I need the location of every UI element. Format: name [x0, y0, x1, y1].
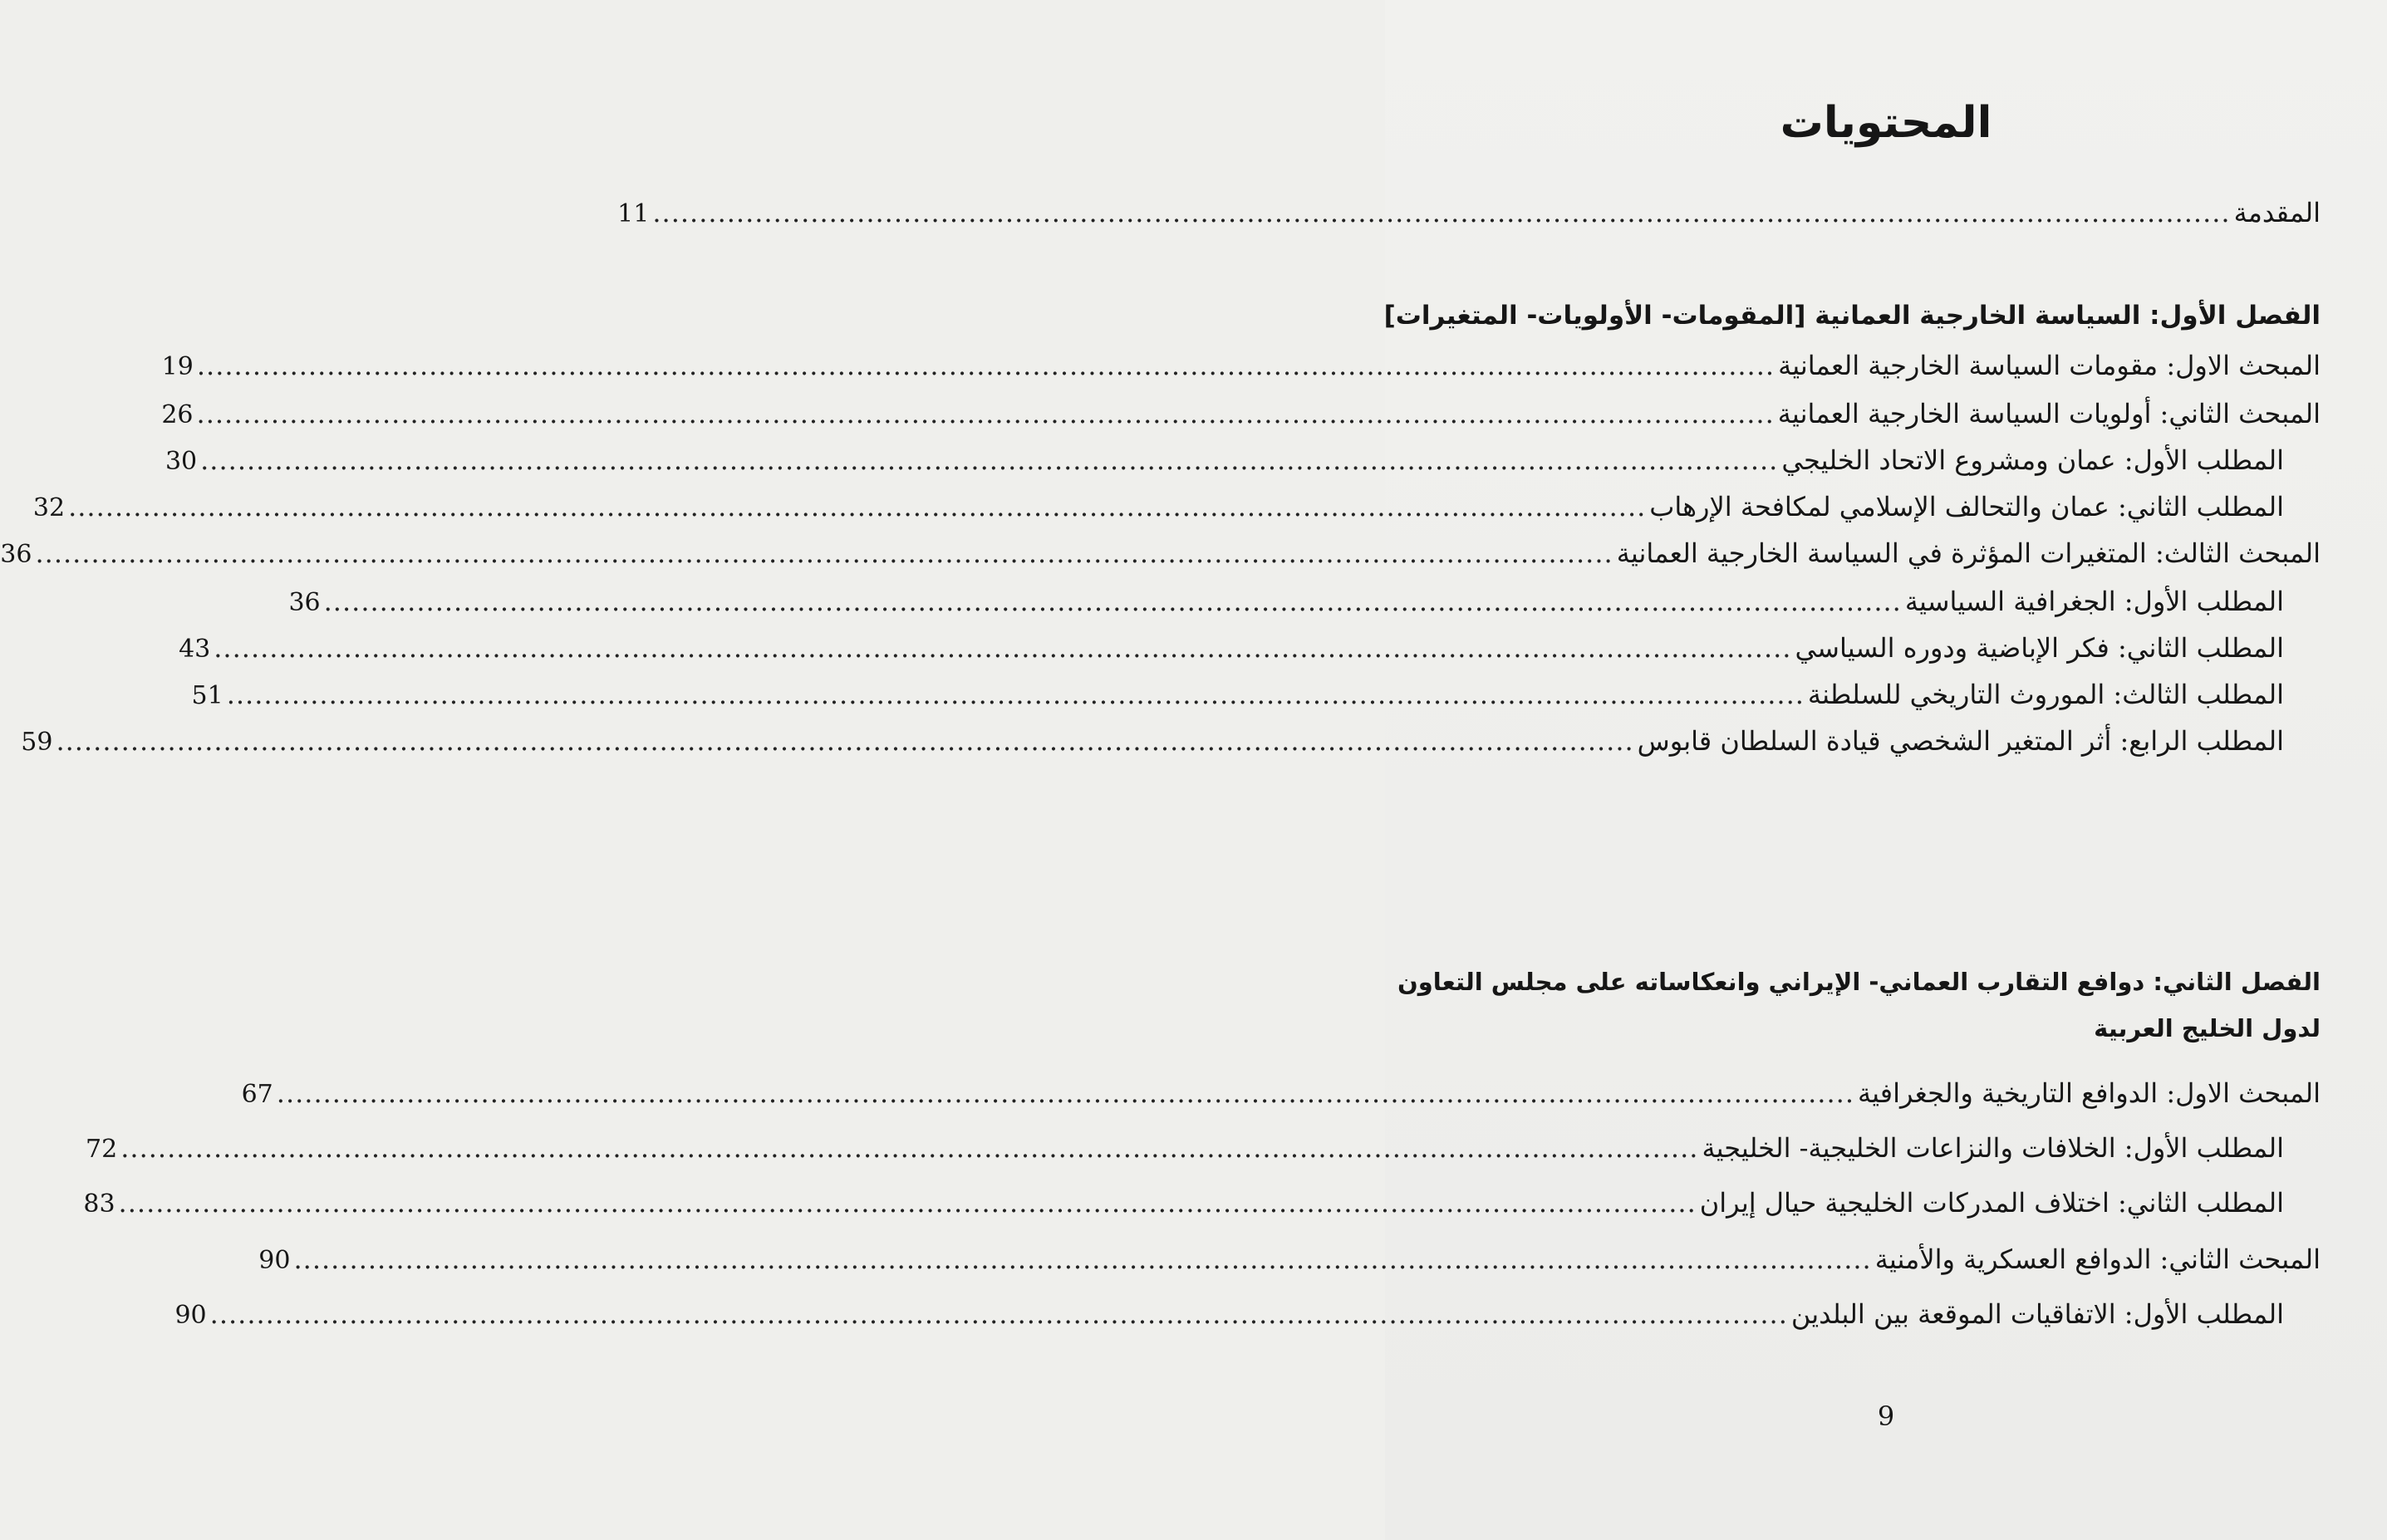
toc-label: المطلب الأول: الاتفاقيات الموقعة بين البلدين	[1790, 1298, 2284, 1330]
toc-label: المطلب الثالث: الموروث التاريخي للسلطنة	[1807, 679, 2284, 710]
toc-page-number: 72	[86, 1135, 118, 1164]
toc-page-number: 36	[288, 588, 321, 617]
toc-leader-dots: ..........................................................................................................................................................................	[200, 444, 1779, 476]
toc-label: المطلب الرابع: أثر المتغير الشخصي قيادة السلطان قابوس	[1637, 725, 2284, 757]
chapter-2-heading[interactable]	[1397, 962, 2321, 1048]
page-title: المحتويات	[1780, 98, 1992, 148]
toc-label: المطلب الثاني: عمان والتحالف الإسلامي لمكافحة الإرهاب	[1649, 491, 2284, 522]
toc-row[interactable]	[0, 528, 2321, 578]
toc-row[interactable]	[86, 1123, 2284, 1173]
toc-row[interactable]	[174, 1289, 2284, 1339]
toc-leader-dots: ..........................................................................................................................................................................	[226, 679, 1805, 710]
chapter-1-heading[interactable]	[1383, 296, 2321, 336]
toc-label: المطلب الأول: الجغرافية السياسية	[1904, 586, 2284, 617]
toc-label: المبحث الثاني: الدوافع العسكرية والأمنية	[1874, 1243, 2321, 1275]
toc-leader-dots: ..........................................................................................................................................................................	[293, 1243, 1872, 1275]
toc-leader-dots: ..........................................................................................................................................................................	[276, 1077, 1854, 1109]
toc-leader-dots: ..........................................................................................................................................................................	[120, 1132, 1699, 1164]
toc-page-number: 59	[21, 728, 53, 757]
toc-label: المطلب الأول: الخلافات والنزاعات الخليجية- الخليجية	[1702, 1132, 2284, 1164]
toc-page-number: 11	[617, 199, 650, 228]
toc-leader-dots: ..........................................................................................................................................................................	[118, 1187, 1697, 1219]
toc-page-number: 19	[161, 352, 194, 381]
toc-leader-dots: ..........................................................................................................................................................................	[68, 491, 1647, 522]
toc-row[interactable]	[161, 341, 2321, 390]
toc-row[interactable]	[241, 1068, 2321, 1118]
toc-row[interactable]	[165, 435, 2284, 485]
toc-row-intro[interactable]	[617, 188, 2321, 238]
toc-leader-dots: ..........................................................................................................................................................................	[652, 197, 2231, 228]
toc-leader-dots: ..........................................................................................................................................................................	[56, 725, 1634, 757]
page-number: 9	[1877, 1400, 1895, 1432]
toc-row[interactable]	[288, 576, 2284, 626]
toc-page-number: 36	[0, 540, 32, 569]
toc-page-number: 26	[161, 400, 194, 429]
toc-page-number: 83	[83, 1189, 115, 1219]
toc-label: المطلب الثاني: فكر الإباضية ودوره السياسي	[1795, 632, 2284, 664]
toc-label: المقدمة	[2233, 197, 2321, 228]
toc-row[interactable]	[191, 669, 2284, 719]
toc-row[interactable]	[32, 482, 2284, 532]
toc-leader-dots: ..........................................................................................................................................................................	[196, 398, 1775, 429]
toc-label: المبحث الاول: مقومات السياسة الخارجية العمانية	[1778, 350, 2321, 381]
toc-page-number: 43	[179, 635, 211, 664]
toc-page-number: 90	[174, 1301, 207, 1330]
chapter-1-heading-text: الفصل الأول: السياسة الخارجية العمانية [المقومات- الأولويات- المتغيرات]	[1383, 301, 2321, 331]
toc-row[interactable]	[179, 623, 2284, 673]
chapter-2-heading-line-1: الفصل الثاني: دوافع التقارب العماني- الإيراني وانعكاساته على مجلس التعاون	[1397, 968, 2321, 996]
toc-leader-dots: ..........................................................................................................................................................................	[214, 632, 1792, 664]
toc-label: المبحث الاول: الدوافع التاريخية والجغرافية	[1857, 1077, 2321, 1109]
toc-page-number: 51	[191, 681, 223, 710]
toc-page-number: 30	[165, 447, 198, 476]
toc-label: المبحث الثالث: المتغيرات المؤثرة في السياسة الخارجية العمانية	[1616, 537, 2321, 569]
toc-leader-dots: ..........................................................................................................................................................................	[196, 350, 1776, 381]
toc-leader-dots: ..........................................................................................................................................................................	[323, 586, 1902, 617]
toc-row[interactable]	[258, 1234, 2321, 1284]
toc-page-number: 32	[32, 493, 66, 522]
toc-leader-dots: ..........................................................................................................................................................................	[35, 537, 1613, 569]
toc-label: المطلب الأول: عمان ومشروع الاتحاد الخليجي	[1781, 444, 2284, 476]
chapter-2-heading-line-2: لدول الخليج العربية	[2094, 1014, 2321, 1042]
toc-page-number: 90	[258, 1246, 291, 1275]
toc-row[interactable]	[161, 389, 2321, 439]
toc-label: المطلب الثاني: اختلاف المدركات الخليجية حيال إيران	[1699, 1187, 2284, 1219]
toc-row[interactable]	[21, 716, 2284, 766]
toc-label: المبحث الثاني: أولويات السياسة الخارجية العمانية	[1777, 398, 2321, 429]
toc-page-number: 67	[241, 1080, 273, 1109]
toc-leader-dots: ..........................................................................................................................................................................	[209, 1298, 1788, 1330]
toc-row[interactable]	[83, 1178, 2284, 1228]
